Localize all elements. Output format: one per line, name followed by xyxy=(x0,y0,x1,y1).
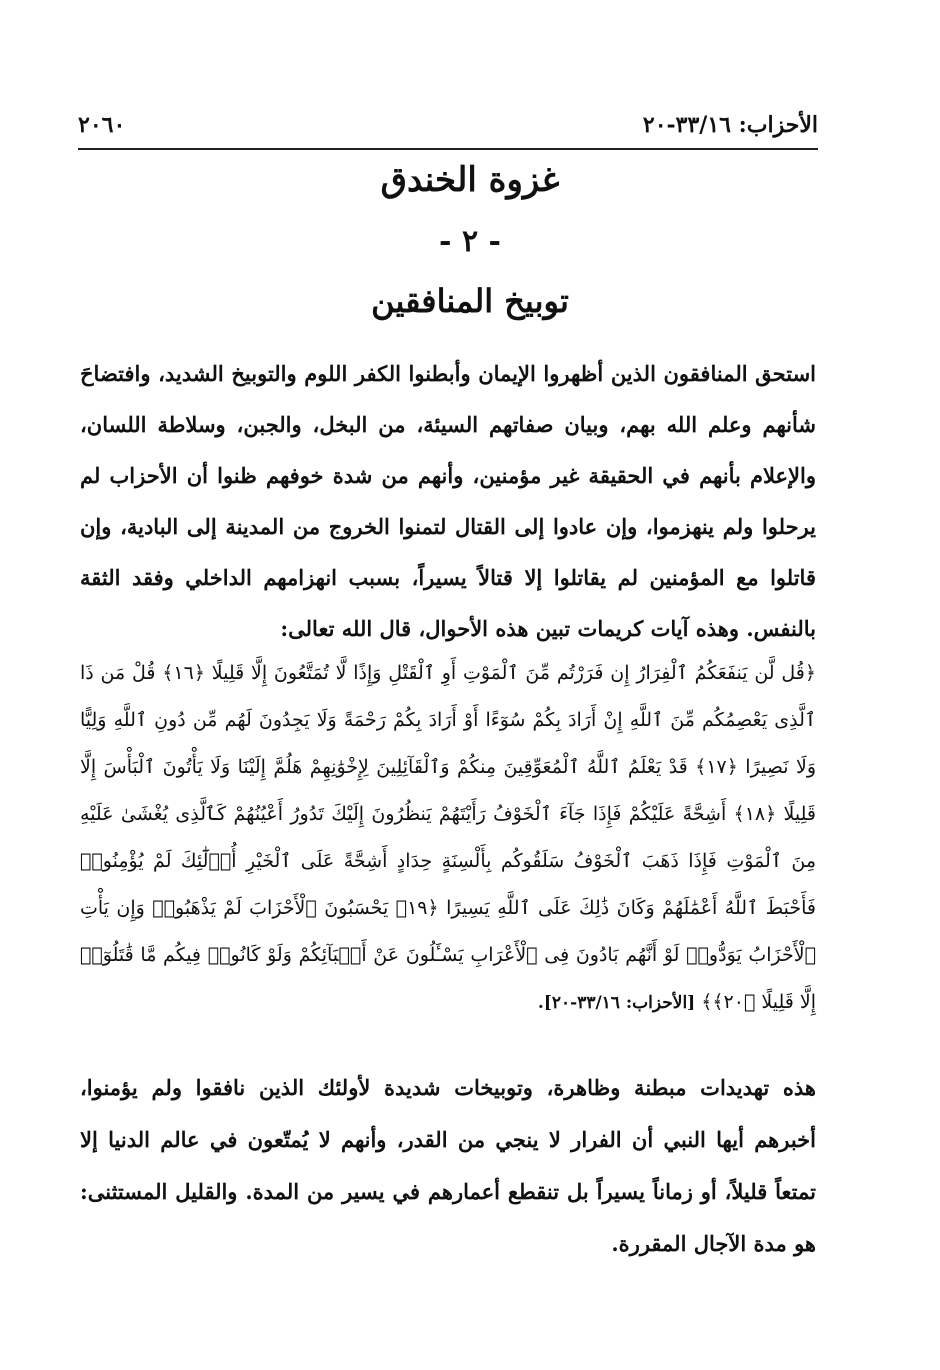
header-rule xyxy=(78,148,818,150)
intro-paragraph xyxy=(80,348,816,654)
section-title: توبيخ المنافقين xyxy=(371,282,569,320)
page-number: ٢٠٦٠ xyxy=(78,112,126,138)
surah-reference: الأحزاب: ٣٣/١٦-٢٠ xyxy=(642,112,818,138)
ayah-text: ﴿قُل لَّن يَنفَعَكُمُ ٱلْفِرَارُ إِن فَرَرْتُم مِّنَ ٱلْمَوْتِ أَوِ ٱلْقَتْلِ وَإِذًا لَّا تُمَتَّعُونَ إِلَّا قَلِيلًا ﴿١٦﴾ قُلْ مَن ذَا ٱلَّذِى يَعْصِمُكُم مِّنَ ٱللَّهِ إِنْ أَرَادَ بِكُمْ سُوٓءًا أَوْ أَرَادَ بِكُمْ رَحْمَةً وَلَا يَجِدُونَ لَهُم مِّن دُونِ ٱللَّهِ وَلِيًّا وَلَا نَصِيرًا ﴿١٧﴾ قَدْ يَعْلَمُ ٱللَّهُ ٱلْمُعَوِّقِينَ مِنكُمْ وَٱلْقَآئِلِينَ لِإِخْوَٰنِهِمْ هَلُمَّ إِلَيْنَا وَلَا يَأْتُونَ ٱلْبَأْسَ إِلَّا قَلِيلًا ﴿١٨﴾ أَشِحَّةً عَلَيْكُمْ فَإِذَا جَآءَ ٱلْخَوْفُ رَأَيْتَهُمْ يَنظُرُونَ إِلَيْكَ تَدُورُ أَعْيُنُهُمْ كَٱلَّذِى يُغْشَىٰ عَلَيْهِ مِنَ ٱلْمَوْتِ فَإِذَا ذَهَبَ ٱلْخَوْفُ سَلَقُوكُم بِأَلْسِنَةٍ حِدَادٍ أَشِحَّةً عَلَى ٱلْخَيْرِ أُو۟لَٰٓئِكَ لَمْ يُؤْمِنُوا۟ فَأَحْبَطَ ٱللَّهُ أَعْمَٰلَهُمْ وَكَانَ ذَٰلِكَ عَلَى ٱللَّهِ يَسِيرًا ﴿١٩﴾ يَحْسَبُونَ ٱلْأَحْزَابَ لَمْ يَذْهَبُوا۟ وَإِن يَأْتِ ٱلْأَحْزَابُ يَوَدُّوا۟ لَوْ أَنَّهُم بَادُونَ فِى ٱلْأَعْرَابِ يَسْـَٔلُونَ عَنْ أَنۢبَآئِكُمْ وَلَوْ كَانُوا۟ فِيكُم مَّا قَٰتَلُوٓا۟ إِلَّا قَلِيلًا ﴿٢٠﴾﴾ xyxy=(80,662,816,1013)
ayah-citation: [الأحزاب: ٣٣/١٦-٢٠]. xyxy=(537,993,696,1013)
running-header xyxy=(78,112,818,146)
commentary-paragraph xyxy=(80,1062,816,1270)
intro-text: استحق المنافقون الذين أظهروا الإيمان وأبطنوا الكفر اللوم والتوبيخ الشديد، وافتضاحَ شأنهم وعلم الله بهم، وبيان صفاتهم السيئة، من البخل، والجبن، وسلاطة اللسان، والإعلام بأنهم في الحقيقة غير مؤمنين، وأنهم من شدة خوفهم ظنوا أن الأحزاب لم يرحلوا ولم ينهزموا، وإن عادوا إلى القتال لتمنوا الخروج من المدينة إلى البادية، وإن قاتلوا مع المؤمنين لم يقاتلوا إلا قتالاً يسيراً، بسبب انهزامهم الداخلي وفقد الثقة بالنفس. وهذه آيات كريمات تبين هذه الأحوال، قال الله تعالى: xyxy=(80,361,816,641)
quran-verses xyxy=(80,650,816,1027)
part-number: - ٢ - xyxy=(439,224,501,259)
outro-text: هذه تهديدات مبطنة وظاهرة، وتوبيخات شديدة لأولئك الذين نافقوا ولم يؤمنوا، أخبرهم أيها النبي أن الفرار لا ينجي من القدر، وأنهم لا يُمتّعون في عالم الدنيا إلا تمتعاً قليلاً، أو زماناً يسيراً بل تنقطع أعمارهم في يسير من المدة. والقليل المستثنى: هو مدة الآجال المقررة. xyxy=(80,1075,816,1256)
chapter-title: غزوة الخندق xyxy=(380,160,560,200)
